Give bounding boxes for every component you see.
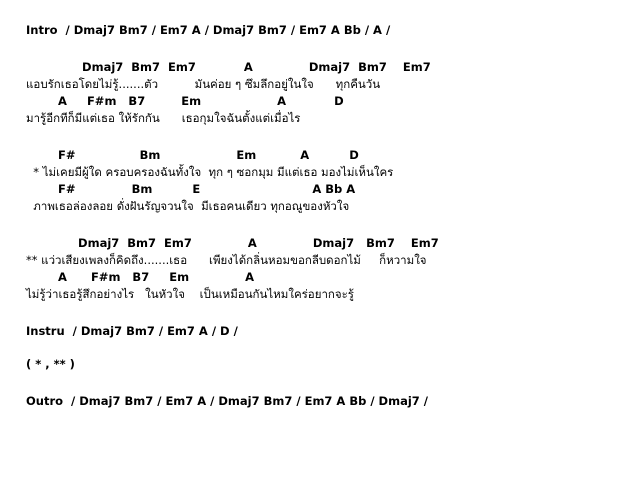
spacer: [0, 340, 620, 356]
chord-line: Dmaj7 Bm7 Em7 A Dmaj7 Bm7 Em7: [26, 60, 431, 74]
spacer: [0, 127, 620, 147]
verse-block-1: [0, 59, 620, 127]
verse-block-3: [0, 235, 620, 303]
chord-line: F# Bm Em A D: [26, 148, 359, 162]
lyric-line: มารู้อีกทีก็มีแต่เธอ ให้รักกัน เธอกุมใจฉันตั้งแต่เมื่อไร: [26, 111, 301, 125]
chord-line: A F#m B7 Em A: [26, 270, 255, 284]
repeat-marker: ( * , ** ): [26, 357, 75, 371]
spacer: [0, 215, 620, 235]
instru-line: Instru / Dmaj7 Bm7 / Em7 A / D /: [26, 324, 238, 338]
lyric-line: * ไม่เคยมีผู้ใด ครอบครองฉันทั้งใจ ทุก ๆ ซอกมุม มีแต่เธอ มองไม่เห็นใคร: [26, 165, 394, 179]
spacer: [0, 303, 620, 323]
spacer: [0, 373, 620, 393]
intro-line: Intro / Dmaj7 Bm7 / Em7 A / Dmaj7 Bm7 / Em7 A Bb / A /: [26, 23, 391, 37]
chord-line: A F#m B7 Em A D: [26, 94, 344, 108]
lyric-line: ภาพเธอล่องลอย ดั่งฝันรัญจวนใจ มีเธอคนเดียว ทุกอณูของหัวใจ: [26, 199, 350, 213]
chord-line: F# Bm E A Bb A: [26, 182, 356, 196]
lyric-line: แอบรักเธอโดยไม่รู้.......ตัว มันค่อย ๆ ซึมลึกอยู่ในใจ ทุกคืนวัน: [26, 77, 381, 91]
verse-block-2: [0, 147, 620, 215]
spacer: [0, 39, 620, 59]
outro-line: Outro / Dmaj7 Bm7 / Em7 A / Dmaj7 Bm7 / Em7 A Bb / Dmaj7 /: [26, 394, 428, 408]
chord-line: Dmaj7 Bm7 Em7 A Dmaj7 Bm7 Em7: [26, 236, 439, 250]
lyric-line: ** แว่วเสียงเพลงก็คิดถึง.......เธอ เพียงได้กลิ่นหอมขอกลีบดอกไม้ ก็หวามใจ: [26, 253, 427, 267]
lyric-line: ไม่รู้ว่าเธอรู้สึกอย่างไร ในหัวใจ เป็นเหมือนกันไหมใคร่อยากจะรู้: [26, 287, 354, 301]
